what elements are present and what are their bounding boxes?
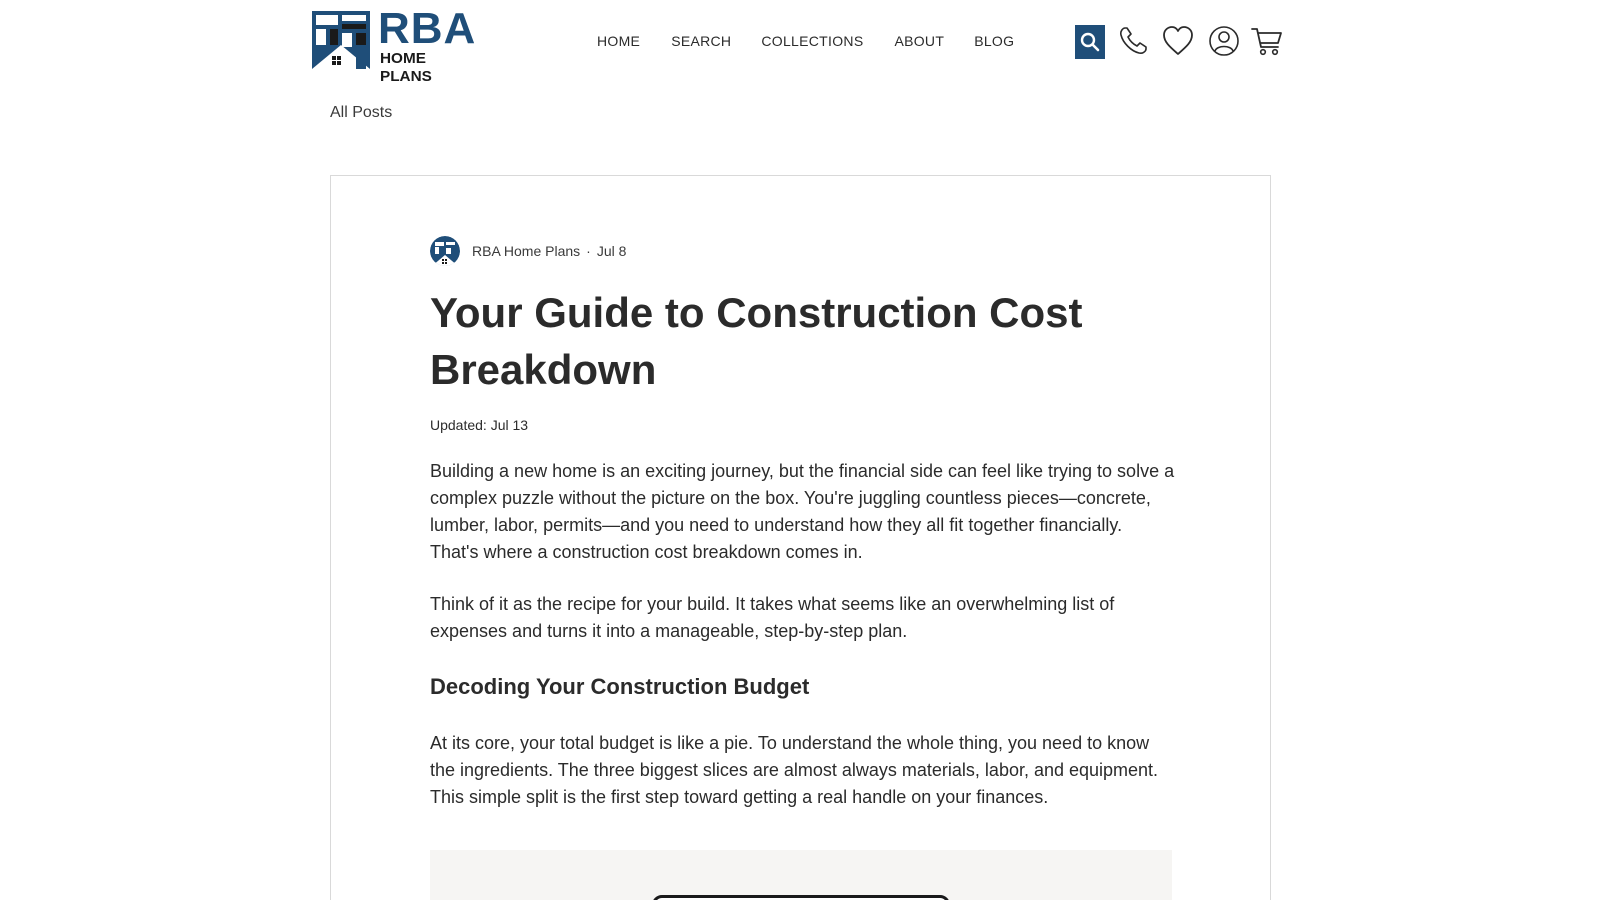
nav-blog[interactable]: BLOG: [974, 33, 1015, 49]
author-logo-icon: [430, 236, 460, 266]
post-date: Jul 8: [596, 243, 627, 259]
account-icon[interactable]: [1207, 24, 1241, 58]
avatar[interactable]: [430, 236, 460, 266]
site-logo[interactable]: [312, 4, 477, 85]
search-icon: [1080, 32, 1100, 52]
separator-dot: ·: [586, 243, 591, 259]
nav-collections[interactable]: COLLECTIONS: [761, 33, 864, 49]
section-heading: Decoding Your Construction Budget: [430, 674, 810, 699]
nav-home[interactable]: HOME: [597, 33, 641, 49]
post-image: [430, 850, 1172, 900]
paragraph: Building a new home is an exciting journey, but the financial side can feel like trying to solve a complex puzzle without the picture on the box. You're juggling countless pieces—concrete, lumber, labor, permits—and you need to understand how they all fit together financially. That's where a construction cost breakdown comes in.: [430, 461, 1175, 562]
search-button[interactable]: [1075, 25, 1105, 59]
image-frame: [652, 895, 950, 900]
cart-icon[interactable]: [1250, 24, 1284, 58]
author-row: [430, 236, 626, 266]
phone-icon[interactable]: [1116, 24, 1150, 58]
logo-subtitle: HOME PLANS: [380, 50, 432, 85]
all-posts-link[interactable]: All Posts: [330, 104, 393, 121]
author-name[interactable]: RBA Home Plans: [472, 243, 581, 259]
nav-about[interactable]: ABOUT: [894, 33, 945, 49]
logo-brand: RBA: [378, 4, 477, 53]
logo-house-icon: [312, 11, 370, 69]
paragraph: Think of it as the recipe for your build. It takes what seems like an overwhelming list of expenses and turns it into a manageable, step-by-step plan.: [430, 594, 1115, 641]
post-title: Your Guide to Construction Cost Breakdown: [430, 289, 1083, 393]
updated-date: Updated: Jul 13: [430, 417, 529, 433]
heart-icon[interactable]: [1161, 24, 1195, 58]
main-nav: [597, 32, 1014, 50]
paragraph: At its core, your total budget is like a pie. To understand the whole thing, you need to know the ingredients. The three biggest slices are almost always materials, labor, and equipment. This simple split is the first step toward getting a real handle on your finances.: [430, 733, 1159, 807]
nav-search[interactable]: SEARCH: [671, 33, 732, 49]
